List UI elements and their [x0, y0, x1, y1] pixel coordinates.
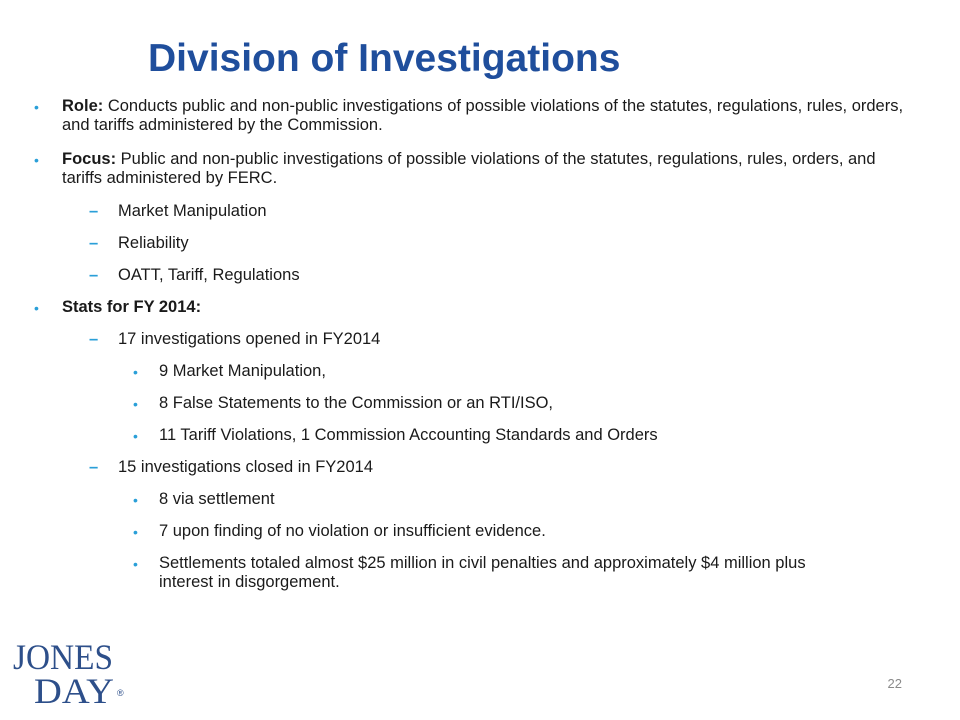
- page-number: 22: [887, 676, 902, 691]
- stats-closed-item: [34, 554, 859, 592]
- dash-icon: –: [89, 330, 99, 348]
- focus-item-text: Reliability: [118, 234, 189, 252]
- focus-item-text: OATT, Tariff, Regulations: [118, 266, 300, 284]
- stats-label: Stats for FY 2014:: [62, 298, 202, 316]
- role-text: Conducts public and non-public investigations of possible violations of the statutes, regulations, rules, orders, and tariffs administered by the Commission.: [62, 97, 904, 134]
- stats-closed-item-text: Settlements totaled almost $25 million in civil penalties and approximately $4 million plus interest in disgorgement.: [159, 554, 806, 591]
- focus-item: [34, 266, 914, 285]
- slide-body: [34, 97, 914, 592]
- dash-icon: –: [89, 266, 99, 284]
- bullet-icon: •: [133, 556, 138, 572]
- jones-day-logo: [10, 636, 135, 708]
- stats-opened-item: [34, 394, 914, 413]
- focus-item: [34, 234, 914, 253]
- stats-closed-text: 15 investigations closed in FY2014: [118, 458, 373, 476]
- focus-bullet: [34, 150, 914, 188]
- stats-bullet: [34, 298, 914, 317]
- focus-item: [34, 202, 914, 221]
- slide-title: Division of Investigations: [148, 37, 621, 80]
- focus-item-text: Market Manipulation: [118, 202, 267, 220]
- stats-opened-item-text: 11 Tariff Violations, 1 Commission Accounting Standards and Orders: [159, 426, 658, 444]
- role-bullet: [34, 97, 914, 135]
- registered-mark: ®: [117, 688, 124, 698]
- stats-opened: [34, 330, 914, 349]
- bullet-icon: •: [34, 99, 39, 115]
- stats-closed-item-text: 7 upon finding of no violation or insufficient evidence.: [159, 522, 546, 540]
- dash-icon: –: [89, 234, 99, 252]
- dash-icon: –: [89, 458, 99, 476]
- stats-opened-text: 17 investigations opened in FY2014: [118, 330, 381, 348]
- bullet-icon: •: [133, 396, 138, 412]
- stats-closed-item: [34, 522, 914, 541]
- bullet-icon: •: [133, 428, 138, 444]
- bullet-icon: •: [34, 152, 39, 168]
- focus-label: Focus:: [62, 150, 117, 168]
- bullet-icon: •: [133, 524, 138, 540]
- logo-line1: JONES: [13, 637, 113, 677]
- stats-opened-item-text: 9 Market Manipulation,: [159, 362, 326, 380]
- stats-closed-item: [34, 490, 914, 509]
- bullet-icon: •: [34, 300, 39, 316]
- stats-closed-item-text: 8 via settlement: [159, 490, 275, 508]
- logo-line2: DAY: [34, 671, 114, 708]
- stats-opened-item: [34, 362, 914, 381]
- stats-opened-item: [34, 426, 914, 445]
- bullet-icon: •: [133, 364, 138, 380]
- bullet-icon: •: [133, 492, 138, 508]
- role-label: Role:: [62, 97, 104, 115]
- stats-opened-item-text: 8 False Statements to the Commission or an RTI/ISO,: [159, 394, 554, 412]
- dash-icon: –: [89, 202, 99, 220]
- focus-text: Public and non-public investigations of possible violations of the statutes, regulations, rules, orders, and tariffs administered by FERC.: [62, 150, 876, 187]
- stats-closed: [34, 458, 914, 477]
